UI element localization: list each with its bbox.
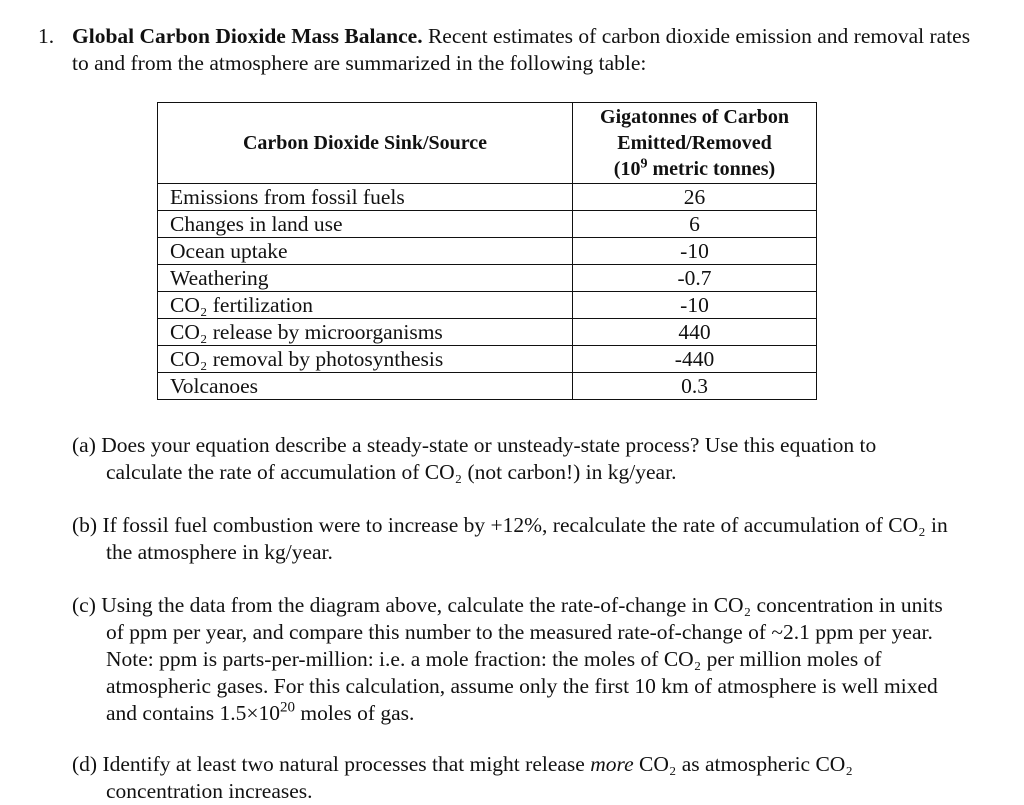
question-c-main: (c) Using the data from the diagram above, calculate the rate-of-change in CO₂ concentration in units of ppm per year, and compare this number to the measured rate-of-change of ~2.1 ppm per year. Note: ppm is parts-per-million: i.e. a mole fraction: the moles of CO₂ per million moles of atmospheric gases. For this calculation, assume only the first 10 km of atmosphere is well mixed and contains 1.5×10 — [72, 593, 943, 725]
header-value-line1: Gigatonnes of Carbon — [600, 106, 789, 128]
value-cell: 0.3 — [573, 373, 817, 400]
source-cell: Ocean uptake — [158, 238, 573, 265]
problem-intro — [72, 23, 972, 77]
value-cell: -440 — [573, 346, 817, 373]
value-cell: -10 — [573, 292, 817, 319]
value-cell: 440 — [573, 319, 817, 346]
question-d-main: (d) Identify at least two natural processes that might release — [72, 752, 591, 776]
source-cell: CO₂ fertilization — [158, 292, 573, 319]
question-d — [72, 751, 952, 805]
header-value-line3-sup: 9 — [640, 156, 648, 172]
question-b — [72, 512, 952, 566]
table-row — [158, 292, 817, 319]
source-cell: Emissions from fossil fuels — [158, 184, 573, 211]
question-d-text — [72, 751, 952, 805]
problem-title: Global Carbon Dioxide Mass Balance. — [72, 24, 423, 48]
question-d-end: CO₂ as atmospheric CO₂ concentration increases. — [106, 752, 853, 803]
header-source: Carbon Dioxide Sink/Source — [158, 103, 573, 184]
header-value-line2: Emitted/Removed — [617, 132, 772, 154]
source-cell: CO₂ release by microorganisms — [158, 319, 573, 346]
header-value-line3 — [614, 158, 775, 180]
table-row — [158, 238, 817, 265]
header-value-line3-pre: (10 — [613, 158, 641, 180]
header-value — [573, 103, 817, 184]
problem-number: 1. — [38, 24, 55, 48]
table-row — [158, 373, 817, 400]
question-a — [72, 432, 952, 486]
value-cell: 26 — [573, 184, 817, 211]
value-cell: -0.7 — [573, 265, 817, 292]
value-cell: 6 — [573, 211, 817, 238]
question-b-text: (b) If fossil fuel combustion were to increase by +12%, recalculate the rate of accumulation of CO₂ in the atmosphere in kg/year. — [72, 513, 948, 564]
question-c-end: moles of gas. — [295, 701, 415, 725]
question-a-text: (a) Does your equation describe a steady-state or unsteady-state process? Use this equation to calculate the rate of accumulation of CO₂ (not carbon!) in kg/year. — [72, 433, 877, 484]
question-c-text — [72, 592, 952, 727]
question-d-emphasis: more — [590, 752, 634, 776]
table-row — [158, 265, 817, 292]
table-row — [158, 319, 817, 346]
table-row — [158, 211, 817, 238]
table-row — [158, 346, 817, 373]
problem-intro-text: Recent estimates of carbon dioxide emission and removal rates to and from the atmosphere are summarized in the following table: — [72, 24, 971, 75]
source-cell: Weathering — [158, 265, 573, 292]
question-c-exponent: 20 — [279, 699, 295, 716]
source-cell: Volcanoes — [158, 373, 573, 400]
source-cell: CO₂ removal by photosynthesis — [158, 346, 573, 373]
source-cell: Changes in land use — [158, 211, 573, 238]
table-header-row — [158, 103, 817, 184]
table-row — [158, 184, 817, 211]
value-cell: -10 — [573, 238, 817, 265]
header-value-line3-post: metric tonnes) — [647, 158, 776, 180]
carbon-balance-table — [157, 102, 817, 400]
question-c — [72, 592, 952, 727]
